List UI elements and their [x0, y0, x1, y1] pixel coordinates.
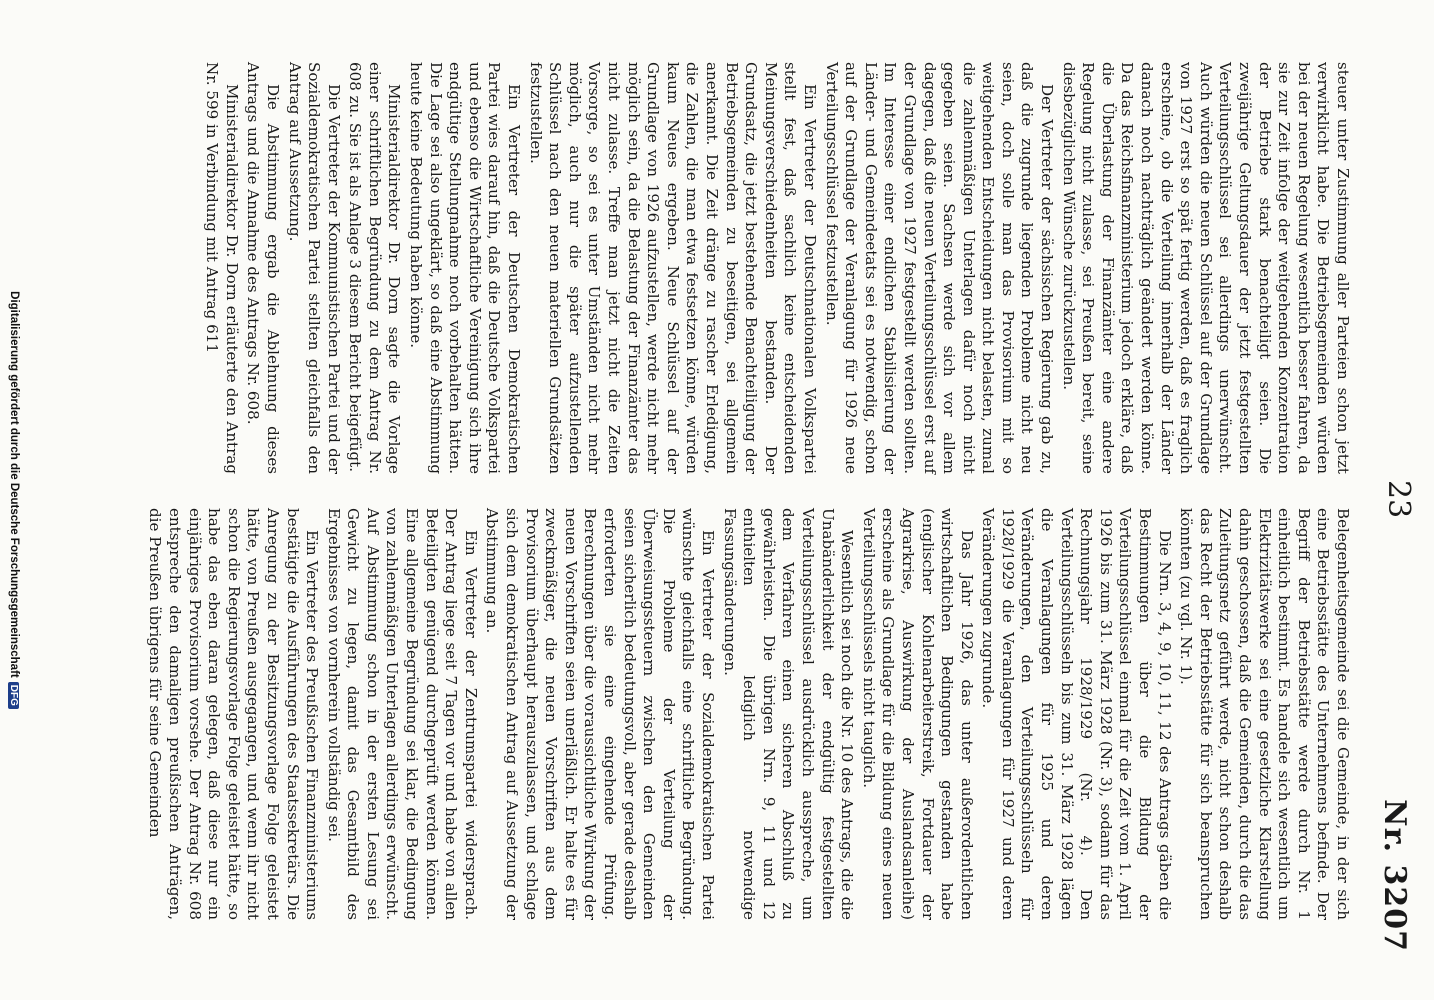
- paragraph: Das Jahr 1926, das unter außerordentlichen wirtschaftlichen Bedingungen gestanden habe (englischer Kohlenarbeiterstreik, Fortdauer der Agrarkrise, Auswirkung der Auslandsanleihe) erscheine als Grundlage für die Bildung eines neuen Verteilungsschlüssels nicht tauglich.: [859, 508, 976, 920]
- paragraph: Die Abstimmung ergab die Ablehnung dieses Antrags und die Annahme des Antrags Nr. 608.: [244, 62, 282, 474]
- paragraph: Ministerialdirektor Dr. Dorn sagte die Vorlage einer schriftlichen Begründung zu dem Antrag Nr. 608 zu. Sie ist als Anlage 3 diesem Bericht beigefügt.: [346, 62, 404, 474]
- digitization-footer: [8, 0, 20, 1000]
- paragraph: Belegenheitsgemeinde sei die Gemeinde, in der sich eine Betriebsstätte des Unternehmens befinde. Der Begriff der Betriebsstätte werde durch Nr. 1 einheitlich bestimmt. Es handele sich wesentlich um Elektrizitätswerke sei eine gesetzliche Klarstellung dahin geschossen, daß die Gemeinden, durch die das Zuleitungsnetz geführt werde, nicht schon deshalb das Recht der Betriebsstätte für sich beanspruchen könnten (zu vgl. Nr. 1).: [1177, 508, 1352, 920]
- paragraph: Ein Vertreter der Sozialdemokratischen Partei wünschte gleichfalls eine schriftliche Begründung. Die Probleme der Verteilung der Überweisungssteuern zwischen den Gemeinden seien sicherlich bedeutungsvoll, aber gerade deshalb erforderten sie eine eingehende Prüfung. Berechnungen über die voraussichtliche Wirkung der neuen Vorschriften seien unerläßlich. Er halte es für zweckmäßiger, die neuen Vorschriften aus dem Provisorium überhaupt herauszulassen, und schlage sich dem demokratischen Antrag auf Aussetzung der Abstimmung an.: [483, 508, 717, 920]
- paragraph: Ein Vertreter des Preußischen Finanzministeriums bestätigte die Ausführungen des Staatssekretärs. Die Anregung zu der Besitzungsvorlage Folge geleistet hätte, von Preußen ausgegangen, und wenn ihr nicht schon die Regierungsvorlage Folge geleistet hätte, so habe das eben daran gelegen, daß diese nur ein einjähriges Provisorium vorsehe. Der Antrag Nr. 608 entspreche den damaligen preußischen Anträgen, die Preußen übrigens für seine Gemeinden: [146, 508, 322, 920]
- document-number: Nr. 3207: [1377, 799, 1412, 952]
- paragraph: Ein Vertreter der Zentrumspartei widersprach. Der Antrag liege seit 7 Tagen vor und habe von allen Beteiligten genügend durchgeprüft werden können. Eine allgemeine Begründung sei klar, die Bedingung von zahlenmäßigen Unterlagen allerdings erwünscht. Auf Abstimmung schon in der ersten Lesung sei Gewicht zu legen, damit das Gesamtbild des Ergebnisses von vornherein vollständig sei.: [324, 508, 480, 920]
- page-number: 23: [1381, 480, 1416, 519]
- text-column-right: [200, 62, 1352, 474]
- paragraph: Die Vertreter der Kommunistischen Partei und der Sozialdemokratischen Partei stellten gleichfalls den Antrag auf Aussetzung.: [285, 62, 343, 474]
- dfg-logo: DFG: [8, 682, 19, 709]
- paragraph: Ein Vertreter der Deutschen Demokratischen Partei wies darauf hin, daß die Deutsche Volkspartei und ebenso die Wirtschaftliche Vereinigung sich ihre endgültige Stellungnahme noch vorbehalten hätten. Die Lage sei also ungeklärt, so daß eine Abstimmung heute keine Bedeutung haben könne.: [407, 62, 524, 474]
- paragraph: steuer unter Zustimmung aller Parteien schon jetzt verwirklicht habe. Die Betriebsgemeinden würden bei der neuen Regelung wesentlich besser fahren, da sie zur Zeit infolge der weitgehenden Konzentration der Betriebe stark benachteiligt seien. Die zweijährige Geltungsdauer der jetzt festgestellten Verteilungsschlüssel sei allerdings unerwünscht. Auch würden die neuen Schlüssel auf der Grundlage von 1927 erst so spät fertig werden, daß es fraglich erscheine, ob die Verteilung innerhalb der Länder danach noch nachträglich geändert werden könne. Da das Reichsfinanzministerium jedoch erkläre, daß die Überlastung der Finanzämter eine andere Regelung nicht zulasse, sei Preußen bereit, seine diesbezüglichen Wünsche zurückzustellen.: [1059, 62, 1352, 474]
- paragraph: Ein Vertreter der Deutschnationalen Volkspartei stellt fest, daß sachlich keine entscheidenden Meinungsverschiedenheiten bestanden. Der Grundsatz, die jetzt bestehende Benachteiligung der Betriebsgemeinden zu beseitigen, sei allgemein anerkannt. Die Zeit dränge zu rascher Erledigung, die Zahlen, die man etwa festsetzen könne, würden kaum Neues ergeben. Neue Schlüssel auf der Grundlage von 1926 aufzustellen, werde nicht mehr möglich sein, da die Belastung der Finanzämter das nicht zulasse. Treffe man jetzt nicht die Zeiten Vorsorge, so sei es unter Umständen nicht mehr möglich, auch nur die später aufzustellenden Schlüssel nach den neuen materiellen Grundsätzen festzustellen.: [526, 62, 819, 474]
- paragraph: Der Vertreter der sächsischen Regierung gab zu, daß die zugrunde liegenden Probleme nicht neu seien, doch solle man das Provisorium mit so weitgehenden Entscheidungen nicht belasten, zumal die zahlenmäßigen Unterlagen dafür noch nicht gegeben seien. Sachsen werde sich vor allem dagegen, daß die neuen Verteilungsschlüssel erst auf der Grundlage von 1927 festgestellt werden sollten. Im Interesse einer endlichen Stabilisierung der Länder- und Gemeindeetats sei es notwendig, schon auf der Grundlage der Veranlagung für 1926 neue Verteilungsschlüssel festzustellen.: [822, 62, 1057, 474]
- paragraph: Die Nrn. 3, 4, 9, 10, 11, 12 des Antrags gäben die Bestimmungen über die Bildung der Verteilungsschlüssel einmal für die Zeit vom 1. April 1926 bis zum 31. März 1928 (Nr. 3), sodann für das Rechnungsjahr 1928/1929 (Nr. 4). Den Verteilungsschlüsseln bis zum 31. März 1928 lägen die Veranlagungen für 1925 und deren Veränderungen, den Verteilungsschlüsseln für 1928/1929 die Veranlagungen für 1927 und deren Veränderungen zugrunde.: [979, 508, 1174, 920]
- paragraph: Ministerialdirektor Dr. Dorn erläuterte den Antrag Nr. 599 in Verbindung mit Antrag 611: [203, 62, 241, 474]
- text-column-left: [143, 508, 1352, 920]
- footer-text: Digitalisierung gefördert durch die Deutsche Forschungsgemeinschaft: [8, 291, 20, 678]
- paragraph: Wesentlich sei noch die Nr. 10 des Antrags, die die Unabänderlichkeit der endgültig festgestellten Verteilungsschlüssel ausdrücklich ausspreche, um dem Verfahren einen sicheren Abschluß zu gewährleisten. Die übrigen Nrn. 9, 11 und 12 enthielten lediglich notwendige Fassungsänderungen.: [720, 508, 857, 920]
